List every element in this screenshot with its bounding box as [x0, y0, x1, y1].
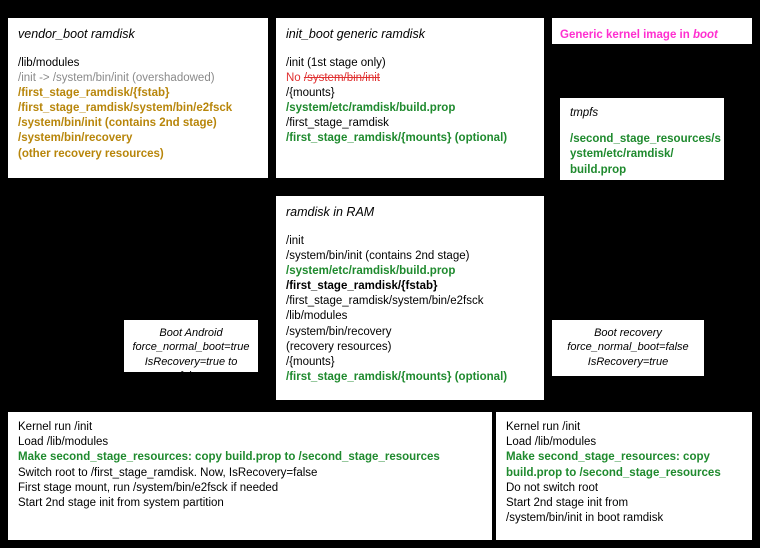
- tmpfs-title: tmpfs: [570, 107, 599, 119]
- ramdisk-line-1: /system/bin/init (contains 2nd stage): [286, 249, 470, 262]
- init-boot-ramdisk-box: [276, 18, 544, 178]
- ramdisk-in-ram-box: [276, 196, 544, 400]
- ramdisk-line-2: /system/etc/ramdisk/build.prop: [286, 264, 456, 277]
- right-step-5: Start 2nd stage init from: [506, 496, 629, 509]
- left-step-1: Load /lib/modules: [18, 436, 109, 449]
- init-boot-line-1: No /system/bin/init: [286, 71, 380, 84]
- ramdisk-line-0: /init: [286, 234, 304, 247]
- init-boot-line-0: /init (1st stage only): [286, 56, 386, 69]
- left-step-4: First stage mount, run /system/bin/e2fsck if needed: [18, 481, 279, 494]
- vendor-boot-line-4: /system/bin/init (contains 2nd stage): [18, 117, 217, 130]
- generic-kernel-label-boot: boot: [692, 29, 718, 41]
- ramdisk-in-ram-title: ramdisk in RAM: [286, 205, 375, 219]
- right-step-4: Do not switch root: [506, 481, 599, 494]
- right-step-3: build.prop to /second_stage_resources: [506, 466, 721, 479]
- init-boot-line-3: /system/etc/ramdisk/build.prop: [286, 102, 456, 115]
- ramdisk-line-7: (recovery resources): [286, 340, 392, 353]
- vendor-boot-line-6: (other recovery resources): [18, 147, 164, 160]
- left-step-0: Kernel run /init: [18, 421, 93, 433]
- generic-kernel-label-prefix: Generic kernel image in: [560, 29, 693, 41]
- init-boot-struck-path: /system/bin/init: [303, 71, 380, 84]
- boot-recovery-line-1: force_normal_boot=false: [567, 341, 689, 354]
- generic-kernel-label: [560, 29, 718, 41]
- init-boot-title: init_boot generic ramdisk: [286, 27, 425, 41]
- right-step-1: Load /lib/modules: [506, 436, 597, 449]
- vendor-boot-ramdisk-box: [8, 18, 268, 178]
- boot-recovery-line-2: IsRecovery=true: [587, 355, 669, 368]
- ramdisk-line-5: /lib/modules: [286, 310, 348, 323]
- left-step-5: Start 2nd stage init from system partition: [18, 496, 224, 509]
- boot-recovery-note: [552, 320, 704, 376]
- tmpfs-line-0: /second_stage_resources/s: [570, 133, 721, 146]
- ramdisk-line-9: /first_stage_ramdisk/{mounts} (optional): [286, 371, 508, 384]
- vendor-boot-line-5: /system/bin/recovery: [18, 132, 133, 145]
- left-step-3: Switch root to /first_stage_ramdisk. Now, IsRecovery=false: [18, 466, 318, 479]
- vendor-boot-title: vendor_boot ramdisk: [18, 27, 135, 41]
- init-boot-line-2: /{mounts}: [286, 86, 335, 99]
- generic-kernel-image-box: [552, 18, 752, 44]
- vendor-boot-line-0: /lib/modules: [18, 56, 80, 69]
- boot-android-line-2: IsRecovery=true to false: [144, 355, 238, 382]
- boot-android-note: [124, 320, 258, 382]
- boot-android-line-1: force_normal_boot=true: [132, 341, 250, 354]
- ramdisk-line-4: /first_stage_ramdisk/system/bin/e2fsck: [286, 295, 484, 308]
- boot-android-line-0: Boot Android: [159, 327, 223, 339]
- right-step-6: /system/bin/init in boot ramdisk: [506, 512, 664, 525]
- ramdisk-line-6: /system/bin/recovery: [286, 325, 392, 338]
- tmpfs-box: [560, 98, 724, 180]
- init-boot-line-4: /first_stage_ramdisk: [286, 117, 389, 130]
- ramdisk-line-8: /{mounts}: [286, 355, 335, 368]
- left-boot-steps-box: [8, 412, 492, 540]
- right-step-2: Make second_stage_resources: copy: [506, 451, 710, 464]
- right-step-0: Kernel run /init: [506, 421, 581, 433]
- tmpfs-line-2: build.prop: [570, 163, 627, 176]
- left-step-2: Make second_stage_resources: copy build.prop to /second_stage_resources: [18, 451, 440, 464]
- boot-recovery-line-0: Boot recovery: [594, 327, 662, 339]
- tmpfs-line-1: ystem/etc/ramdisk/: [570, 148, 674, 161]
- vendor-boot-line-3: /first_stage_ramdisk/system/bin/e2fsck: [18, 102, 233, 115]
- ramdisk-line-3: /first_stage_ramdisk/{fstab}: [286, 280, 438, 293]
- vendor-boot-line-2: /first_stage_ramdisk/{fstab}: [18, 86, 170, 99]
- vendor-boot-line-1: /init -> /system/bin/init (overshadowed): [18, 71, 215, 84]
- right-boot-steps-box: [496, 412, 752, 540]
- init-boot-line-5: /first_stage_ramdisk/{mounts} (optional): [286, 132, 508, 145]
